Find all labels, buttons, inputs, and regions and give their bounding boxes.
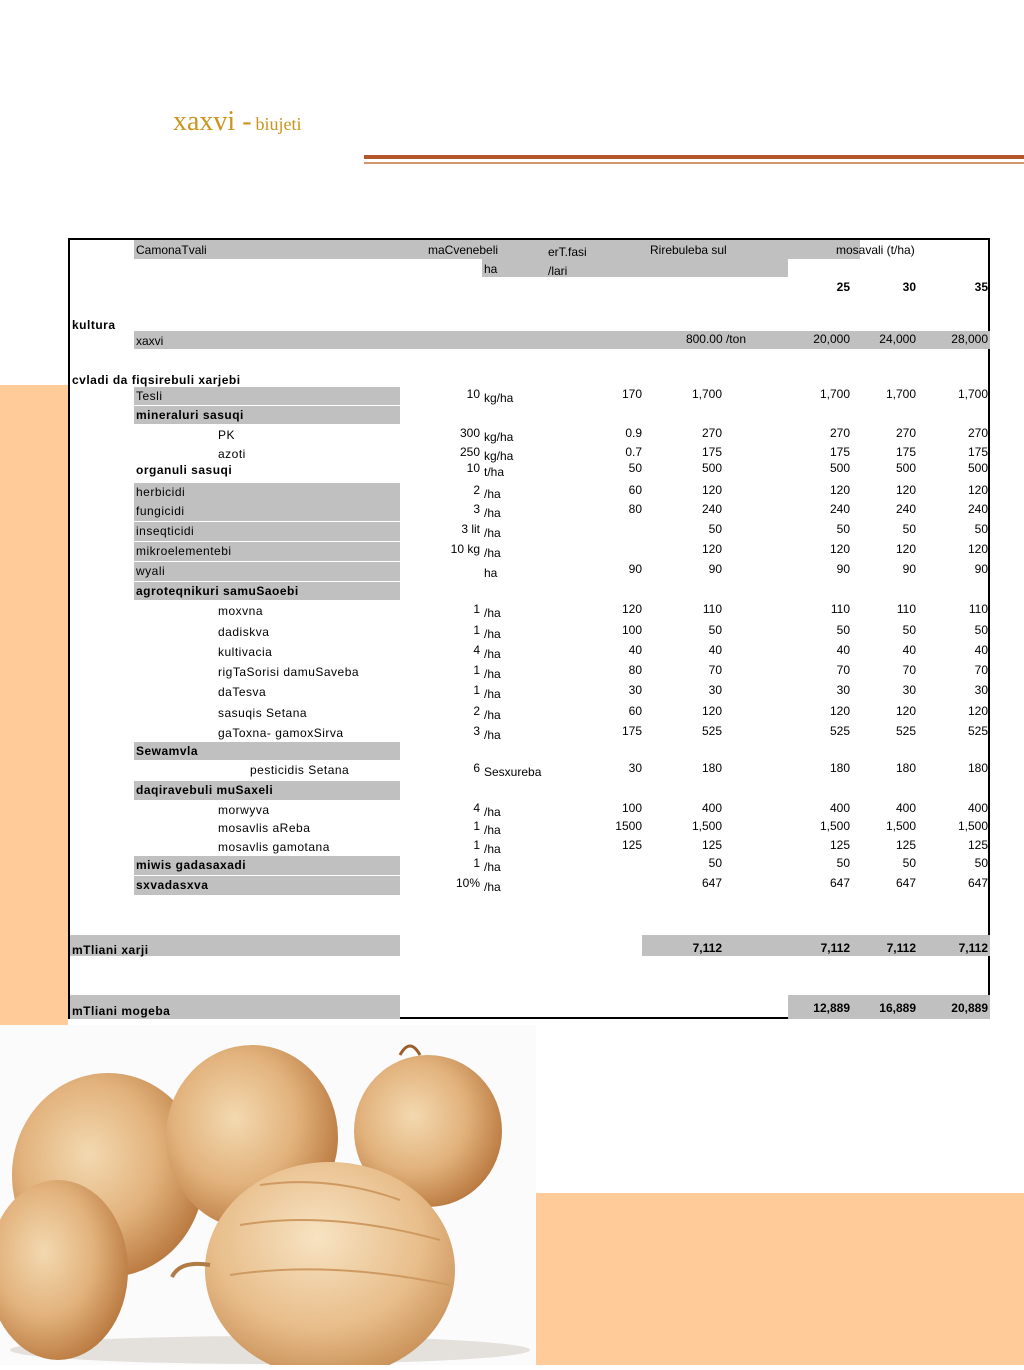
- row-unit: /ha: [484, 546, 501, 560]
- yield-25: 25: [836, 280, 850, 294]
- section-culture: kultura: [72, 318, 116, 332]
- row-label: moxvna: [218, 604, 264, 618]
- row-total: 50: [708, 522, 722, 536]
- row-price: 100: [621, 623, 642, 637]
- header-col-price: erT.fasi: [548, 245, 587, 259]
- onion-right-top: [400, 1046, 420, 1055]
- row-total: 1,500: [691, 819, 722, 833]
- row-unit: t/ha: [484, 465, 505, 479]
- row-total: 110: [702, 602, 722, 616]
- row-val-35: 110: [968, 602, 988, 616]
- row-val-30: 240: [895, 502, 916, 516]
- row-price: 60: [628, 704, 642, 718]
- row-val-35: 40: [974, 643, 988, 657]
- row-val-30: 180: [895, 761, 916, 775]
- onion-front-tip: [172, 1264, 210, 1277]
- row-qty: 2: [473, 704, 480, 718]
- header-col-measure: maCvenebeli: [428, 243, 499, 257]
- row-price: 50: [628, 461, 642, 475]
- crop-val-25: 20,000: [813, 332, 850, 346]
- row-label: organuli sasuqi: [136, 463, 233, 477]
- total-costs-35: 7,112: [958, 941, 988, 955]
- row-label: Tesli: [136, 389, 163, 403]
- row-total: 120: [701, 704, 722, 718]
- row-val-30: 120: [895, 542, 916, 556]
- row-price: 30: [628, 761, 642, 775]
- crop-name: xaxvi: [136, 334, 164, 348]
- onions-photo: [0, 1025, 536, 1365]
- row-val-25: 647: [829, 876, 850, 890]
- row-val-35: 175: [967, 445, 988, 459]
- row-unit: /ha: [484, 880, 501, 894]
- header-col-total: Rirebuleba sul: [650, 243, 727, 257]
- row-qty: 300: [459, 426, 480, 440]
- row-label: dadiskva: [218, 625, 270, 639]
- row-total: 175: [701, 445, 722, 459]
- row-val-35: 400: [967, 801, 988, 815]
- row-label: daTesva: [218, 685, 267, 699]
- row-val-35: 50: [974, 623, 988, 637]
- row-unit: kg/ha: [484, 391, 514, 405]
- crop-val-35: 28,000: [951, 332, 988, 346]
- crop-price: 800.00 /ton: [685, 332, 746, 346]
- row-val-25: 125: [829, 838, 850, 852]
- budget-table: [68, 238, 990, 1019]
- row-val-25: 1,700: [819, 387, 850, 401]
- total-income-label: mTliani mogeba: [72, 1004, 171, 1018]
- row-label: azoti: [218, 447, 246, 461]
- row-price: 100: [621, 801, 642, 815]
- row-val-25: 525: [829, 724, 850, 738]
- row-val-35: 30: [974, 683, 988, 697]
- row-unit: /ha: [484, 823, 501, 837]
- section-costs: cvladi da fiqsirebuli xarjebi: [72, 373, 241, 387]
- row-val-25: 90: [836, 562, 850, 576]
- row-val-35: 120: [967, 704, 988, 718]
- row-val-35: 180: [967, 761, 988, 775]
- row-val-35: 1,700: [957, 387, 988, 401]
- header-col-item: CamonaTvali: [136, 243, 207, 257]
- row-price: 90: [628, 562, 642, 576]
- row-total: 50: [708, 856, 722, 870]
- row-total: 400: [701, 801, 722, 815]
- row-price: 0.7: [625, 445, 642, 459]
- row-unit: /ha: [484, 805, 501, 819]
- row-val-25: 70: [836, 663, 850, 677]
- onions-image: [0, 1025, 536, 1365]
- row-total: 1,700: [691, 387, 722, 401]
- total-costs-25: 7,112: [820, 941, 850, 955]
- row-val-25: 270: [829, 426, 850, 440]
- total-costs-30: 7,112: [886, 941, 916, 955]
- header-col-measure-unit: ha: [484, 262, 498, 276]
- row-val-35: 647: [967, 876, 988, 890]
- row-price: 80: [628, 502, 642, 516]
- row-unit: /ha: [484, 842, 501, 856]
- row-label: mikroelementebi: [136, 544, 232, 558]
- row-label: PK: [218, 428, 236, 442]
- row-label: mosavlis aReba: [218, 821, 311, 835]
- row-qty: 1: [473, 602, 480, 616]
- right-decor-panel: [536, 1193, 1024, 1365]
- row-price: 30: [628, 683, 642, 697]
- row-val-30: 400: [895, 801, 916, 815]
- row-price: 175: [621, 724, 642, 738]
- title-rule-thin: [364, 162, 1024, 164]
- row-price: 170: [621, 387, 642, 401]
- row-qty: 3: [473, 724, 480, 738]
- row-total: 525: [701, 724, 722, 738]
- yield-30: 30: [902, 280, 916, 294]
- row-unit: kg/ha: [484, 449, 514, 463]
- row-val-30: 90: [902, 562, 916, 576]
- row-unit: /ha: [484, 687, 501, 701]
- crop-band: [134, 331, 990, 349]
- row-qty: 250: [459, 445, 480, 459]
- row-val-30: 1,700: [885, 387, 916, 401]
- row-price: 80: [628, 663, 642, 677]
- row-val-25: 500: [829, 461, 850, 475]
- row-unit: /ha: [484, 708, 501, 722]
- row-price: 125: [621, 838, 642, 852]
- row-unit: /ha: [484, 860, 501, 874]
- row-val-30: 50: [902, 522, 916, 536]
- row-unit: /ha: [484, 728, 501, 742]
- row-label: pesticidis Setana: [250, 763, 350, 777]
- row-val-35: 120: [967, 542, 988, 556]
- title-rule: [364, 155, 1024, 159]
- title-main: xaxvi -: [173, 106, 252, 137]
- row-val-25: 120: [829, 483, 850, 497]
- row-unit: /ha: [484, 526, 501, 540]
- row-val-30: 1,500: [885, 819, 916, 833]
- row-qty: 4: [473, 801, 480, 815]
- row-val-30: 120: [895, 704, 916, 718]
- row-val-30: 50: [902, 856, 916, 870]
- row-qty: 1: [473, 819, 480, 833]
- row-val-25: 240: [829, 502, 850, 516]
- row-val-35: 525: [967, 724, 988, 738]
- row-unit: /ha: [484, 506, 501, 520]
- row-label: mosavlis gamotana: [218, 840, 330, 854]
- row-qty: 3 lit: [461, 522, 480, 536]
- row-unit: Sesxureba: [484, 765, 542, 779]
- row-label: gaToxna- gamoxSirva: [218, 726, 344, 740]
- row-val-25: 110: [830, 602, 850, 616]
- row-val-30: 125: [895, 838, 916, 852]
- row-val-35: 50: [974, 522, 988, 536]
- row-total: 500: [701, 461, 722, 475]
- row-unit: /ha: [484, 647, 501, 661]
- row-unit: /ha: [484, 627, 501, 641]
- row-total: 50: [708, 623, 722, 637]
- left-decor-panel: [0, 385, 68, 1025]
- row-val-30: 120: [895, 483, 916, 497]
- row-price: 0.9: [625, 426, 642, 440]
- row-price: 40: [628, 643, 642, 657]
- row-label: herbicidi: [136, 485, 186, 499]
- row-val-35: 1,500: [957, 819, 988, 833]
- row-label: inseqticidi: [136, 524, 195, 538]
- row-val-25: 400: [829, 801, 850, 815]
- row-total: 270: [701, 426, 722, 440]
- row-unit: /ha: [484, 606, 501, 620]
- row-val-35: 125: [967, 838, 988, 852]
- row-label: daqiravebuli muSaxeli: [136, 783, 274, 797]
- row-val-25: 30: [836, 683, 850, 697]
- total-income-35: 20,889: [951, 1001, 988, 1015]
- row-total: 120: [701, 542, 722, 556]
- row-val-25: 40: [836, 643, 850, 657]
- row-val-30: 70: [902, 663, 916, 677]
- row-val-25: 1,500: [819, 819, 850, 833]
- row-label: miwis gadasaxadi: [136, 858, 247, 872]
- row-total: 40: [708, 643, 722, 657]
- total-income-30: 16,889: [879, 1001, 916, 1015]
- crop-val-30: 24,000: [879, 332, 916, 346]
- row-label: sxvadasxva: [136, 878, 209, 892]
- row-qty: 10 kg: [450, 542, 480, 556]
- row-qty: 10%: [455, 876, 480, 890]
- row-val-35: 240: [967, 502, 988, 516]
- row-total: 180: [701, 761, 722, 775]
- row-unit: ha: [484, 566, 498, 580]
- row-price: 120: [621, 602, 642, 616]
- row-val-25: 180: [829, 761, 850, 775]
- row-val-35: 50: [974, 856, 988, 870]
- row-val-30: 270: [895, 426, 916, 440]
- total-income-25: 12,889: [813, 1001, 850, 1015]
- row-total: 30: [708, 683, 722, 697]
- row-total: 70: [708, 663, 722, 677]
- row-label: Sewamvla: [136, 744, 199, 758]
- header-col-yield: mosavali (t/ha): [836, 243, 915, 257]
- row-label: fungicidi: [136, 504, 185, 518]
- row-qty: 2: [473, 483, 480, 497]
- row-qty: 1: [473, 838, 480, 852]
- row-label: kultivacia: [218, 645, 273, 659]
- row-val-35: 90: [974, 562, 988, 576]
- header-band-2: [482, 259, 788, 277]
- row-total: 120: [701, 483, 722, 497]
- row-total: 125: [701, 838, 722, 852]
- row-val-30: 110: [896, 602, 916, 616]
- row-val-30: 40: [902, 643, 916, 657]
- row-val-30: 525: [895, 724, 916, 738]
- row-val-25: 50: [836, 623, 850, 637]
- row-val-30: 50: [902, 623, 916, 637]
- row-qty: 1: [473, 683, 480, 697]
- row-val-25: 50: [836, 856, 850, 870]
- row-val-25: 120: [829, 542, 850, 556]
- row-price: 1500: [615, 819, 642, 833]
- row-val-35: 500: [967, 461, 988, 475]
- row-unit: /ha: [484, 487, 501, 501]
- row-total: 240: [701, 502, 722, 516]
- row-qty: 10: [466, 387, 480, 401]
- row-qty: 10: [466, 461, 480, 475]
- row-qty: 1: [473, 623, 480, 637]
- row-band: [134, 387, 400, 405]
- title-subtitle: biujeti: [255, 114, 302, 134]
- row-val-30: 30: [902, 683, 916, 697]
- row-qty: 3: [473, 502, 480, 516]
- yield-35: 35: [974, 280, 988, 294]
- row-unit: kg/ha: [484, 430, 514, 444]
- row-val-25: 120: [829, 704, 850, 718]
- header-col-price-unit: /lari: [548, 264, 568, 278]
- row-total: 90: [708, 562, 722, 576]
- row-label: mineraluri sasuqi: [136, 408, 244, 422]
- row-label: agroteqnikuri samuSaoebi: [136, 584, 299, 598]
- row-val-25: 175: [829, 445, 850, 459]
- row-val-35: 270: [967, 426, 988, 440]
- row-qty: 4: [473, 643, 480, 657]
- row-qty: 6: [473, 761, 480, 775]
- row-val-25: 50: [836, 522, 850, 536]
- row-val-35: 120: [967, 483, 988, 497]
- row-price: 60: [628, 483, 642, 497]
- row-label: wyali: [136, 564, 166, 578]
- row-val-30: 647: [895, 876, 916, 890]
- row-val-30: 175: [895, 445, 916, 459]
- row-band: [134, 562, 400, 581]
- total-costs-total: 7,112: [692, 941, 722, 955]
- row-val-30: 500: [895, 461, 916, 475]
- row-qty: 1: [473, 856, 480, 870]
- row-label: morwyva: [218, 803, 270, 817]
- row-label: rigTaSorisi damuSaveba: [218, 665, 360, 679]
- total-costs-label: mTliani xarji: [72, 943, 149, 957]
- row-val-35: 70: [974, 663, 988, 677]
- row-qty: 1: [473, 663, 480, 677]
- page-title: [173, 106, 302, 138]
- row-unit: /ha: [484, 667, 501, 681]
- row-total: 647: [701, 876, 722, 890]
- row-label: sasuqis Setana: [218, 706, 308, 720]
